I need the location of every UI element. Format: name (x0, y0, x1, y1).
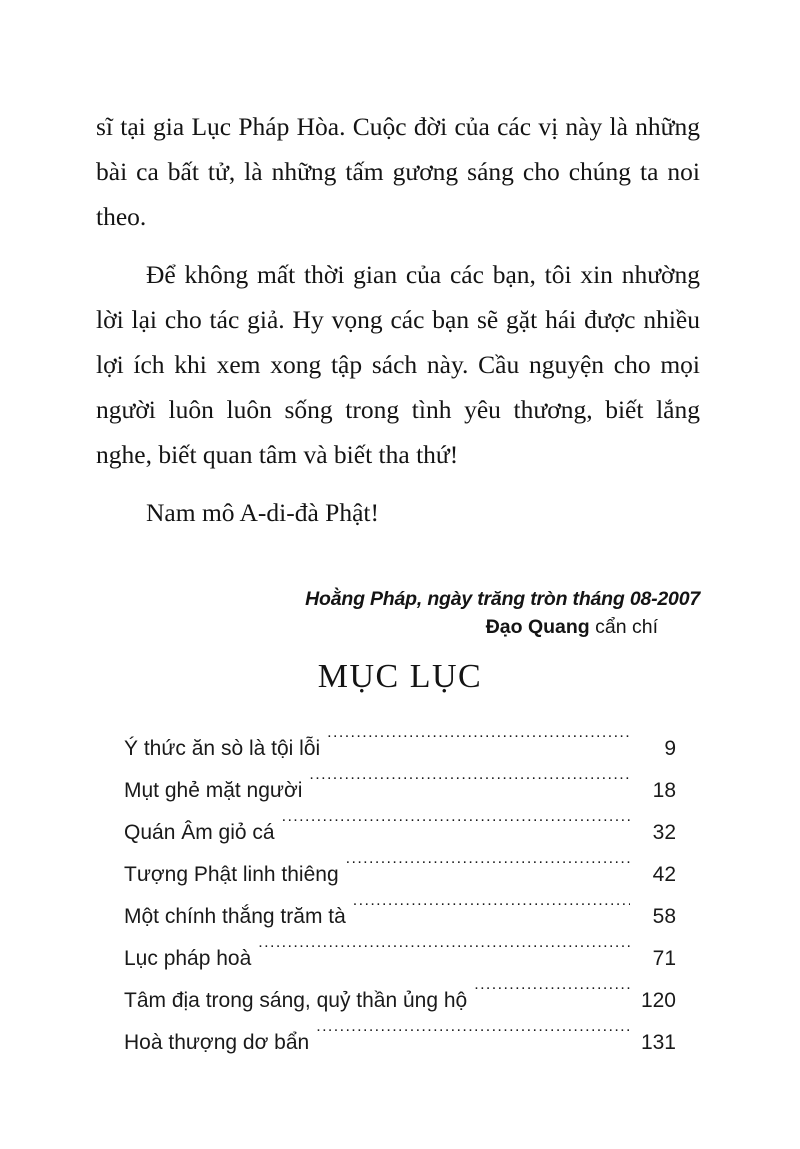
toc-entry-page: 9 (664, 737, 676, 760)
toc-entry[interactable] (124, 854, 676, 896)
toc-entry[interactable] (124, 938, 676, 980)
toc-entry-title: Lục pháp hoà (124, 947, 252, 970)
toc-entry-title: Tâm địa trong sáng, quỷ thần ủng hộ (124, 989, 468, 1012)
toc-entry-title: Hoà thượng dơ bẩn (124, 1031, 310, 1054)
signature-date-line: Hoằng Pháp, ngày trăng tròn tháng 08-2007 (305, 588, 700, 610)
signature-name-line (96, 616, 700, 639)
toc-dot-leader (316, 1028, 630, 1049)
table-of-contents (124, 728, 676, 1064)
toc-dot-leader (258, 944, 630, 965)
signature-author-suffix: cẩn chí (595, 616, 658, 638)
toc-heading: MỤC LỤC (317, 658, 483, 695)
toc-entry-title: Ý thức ăn sò là tội lỗi (124, 737, 321, 760)
signature-author-name: Đạo Quang (485, 616, 590, 638)
toc-entry-page: 18 (652, 779, 676, 802)
toc-dot-leader (282, 818, 630, 839)
toc-entry[interactable] (124, 1022, 676, 1064)
signature-block (96, 588, 700, 639)
toc-dot-leader (353, 902, 630, 923)
toc-entry-title: Mụt ghẻ mặt người (124, 779, 303, 802)
toc-dot-leader (474, 986, 630, 1007)
paragraph-closing-remarks: Để không mất thời gian của các bạn, tôi xin nhường lời lại cho tác giả. Hy vọng các bạn sẽ gặt hái được nhiều lợi ích khi xem xong tập sách này. Cầu nguyện cho mọi người luôn luôn sống trong tình yêu thương, biết lắng nghe, biết quan tâm và biết tha thứ! (96, 260, 700, 469)
toc-entry-page: 58 (652, 905, 676, 928)
paragraph-invocation: Nam mô A-di-đà Phật! (146, 498, 379, 527)
toc-entry[interactable] (124, 728, 676, 770)
toc-dot-leader (309, 776, 630, 797)
toc-entry[interactable] (124, 770, 676, 812)
toc-entry-page: 32 (652, 821, 676, 844)
toc-entry[interactable] (124, 812, 676, 854)
toc-entry-page: 120 (640, 989, 676, 1012)
toc-entry-title: Tượng Phật linh thiêng (124, 863, 339, 886)
toc-entry-page: 71 (652, 947, 676, 970)
toc-entry-title: Quán Âm giỏ cá (124, 821, 275, 844)
toc-entry-page: 131 (640, 1031, 676, 1054)
toc-entry[interactable] (124, 980, 676, 1022)
toc-entry-page: 42 (652, 863, 676, 886)
toc-dot-leader (327, 734, 630, 755)
toc-entry[interactable] (124, 896, 676, 938)
toc-dot-leader (346, 860, 630, 881)
toc-entry-title: Một chính thắng trăm tà (124, 905, 346, 928)
body-text-block (96, 104, 700, 535)
paragraph-continuation: sĩ tại gia Lục Pháp Hòa. Cuộc đời của các vị này là những bài ca bất tử, là những tấm gương sáng cho chúng ta noi theo. (96, 112, 700, 231)
